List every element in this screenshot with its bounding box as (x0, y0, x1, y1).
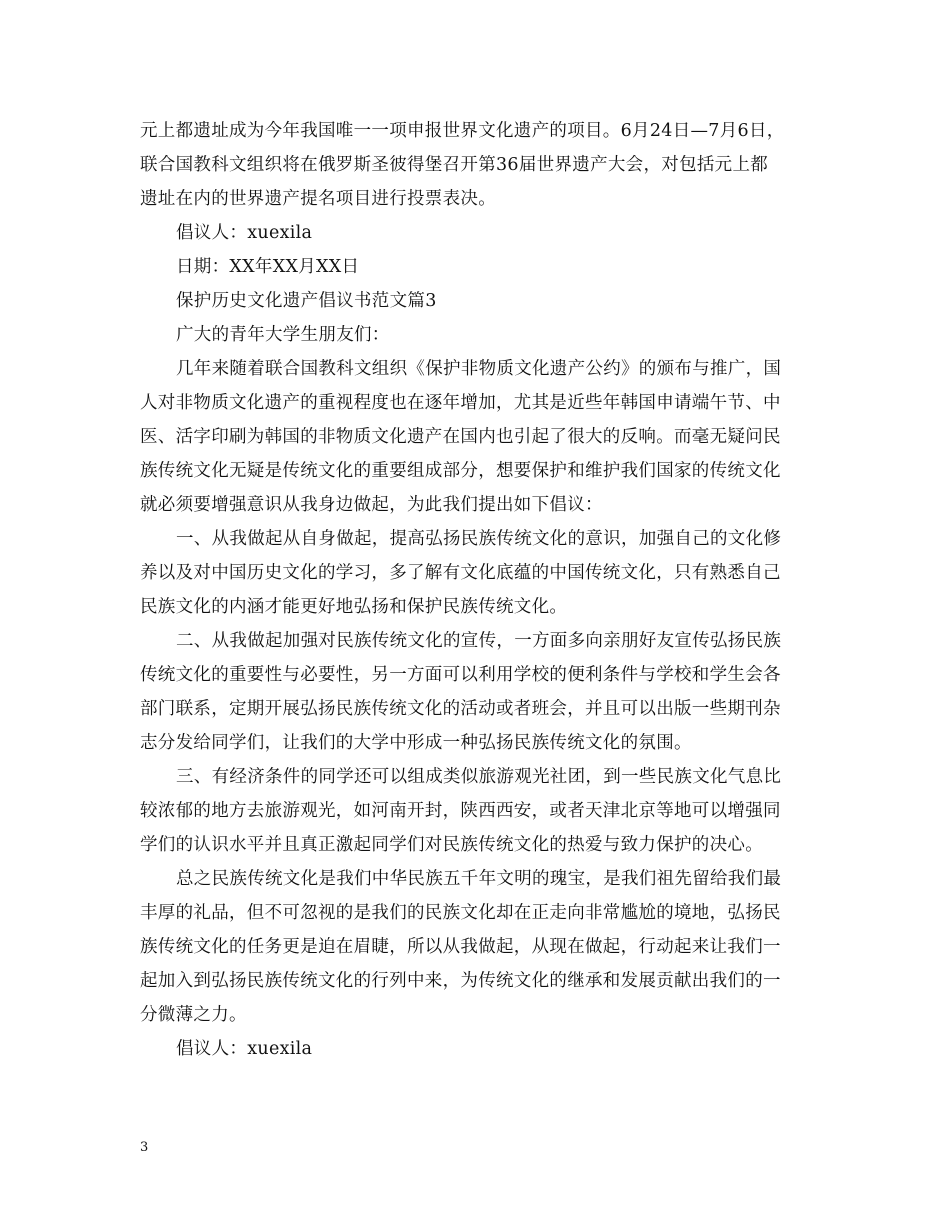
paragraph-start-line: 一、从我做起从自身做起，提高弘扬民族传统文化的意识，加强自己的文化修 (176, 529, 782, 549)
body-line: 传统文化的重要性与必要性，另一方面可以利用学校的便利条件与学校和学生会各 (140, 665, 781, 685)
body-line: 学们的认识水平并且真正激起同学们对民族传统文化的热爱与致力保护的决心。 (140, 835, 763, 855)
body-line: 志分发给同学们，让我们的大学中形成一种弘扬民族传统文化的氛围。 (140, 733, 692, 753)
body-line: 民族文化的内涵才能更好地弘扬和保护民族传统文化。 (140, 597, 568, 617)
paragraph-start-line: 总之民族传统文化是我们中华民族五千年文明的瑰宝，是我们祖先留给我们最 (176, 869, 782, 889)
body-line: 就必须要增强意识从我身边做起，为此我们提出如下倡议： (140, 495, 603, 515)
body-line: 部门联系，定期开展弘扬民族传统文化的活动或者班会，并且可以出版一些期刊杂 (140, 699, 781, 719)
body-line: 起加入到弘扬民族传统文化的行列中来，为传统文化的继承和发展贡献出我们的一 (140, 971, 781, 991)
body-line: 族传统文化无疑是传统文化的重要组成部分，想要保护和维护我们国家的传统文化 (140, 461, 781, 481)
section-title: 保护历史文化遗产倡议书范文篇3 (176, 291, 437, 311)
body-line: 较浓郁的地方去旅游观光，如河南开封，陕西西安，或者天津北京等地可以增强同 (140, 801, 781, 821)
paragraph-start-line: 二、从我做起加强对民族传统文化的宣传，一方面多向亲朋好友宣传弘扬民族 (176, 631, 782, 651)
paragraph-start-line: 几年来随着联合国教科文组织《保护非物质文化遗产公约》的颁布与推广，国 (176, 359, 782, 379)
body-line: 联合国教科文组织将在俄罗斯圣彼得堡召开第36届世界遗产大会，对包括元上都 (140, 155, 769, 175)
page-number: 3 (140, 1140, 149, 1155)
body-line: 元上都遗址成为今年我国唯一一项申报世界文化遗产的项目。6月24日—7月6日， (140, 121, 785, 141)
body-line: 族传统文化的任务更是迫在眉睫，所以从我做起，从现在做起，行动起来让我们一 (140, 937, 781, 957)
body-line: 人对非物质文化遗产的重视程度也在逐年增加，尤其是近些年韩国申请端午节、中 (140, 393, 781, 413)
body-line: 医、活字印刷为韩国的非物质文化遗产在国内也引起了很大的反响。而毫无疑问民 (140, 427, 781, 447)
document-body (140, 114, 812, 1066)
proposer-line: 倡议人：xuexila (176, 223, 313, 243)
body-line: 丰厚的礼品，但不可忽视的是我们的民族文化却在正走向非常尴尬的境地，弘扬民 (140, 903, 781, 923)
date-line: 日期：XX年XX月XX日 (176, 257, 360, 277)
body-line: 分微薄之力。 (140, 1005, 247, 1025)
paragraph-start-line: 三、有经济条件的同学还可以组成类似旅游观光社团，到一些民族文化气息比 (176, 767, 782, 787)
salutation-line: 广大的青年大学生朋友们： (176, 325, 390, 345)
body-line: 遗址在内的世界遗产提名项目进行投票表决。 (140, 189, 496, 209)
body-line: 养以及对中国历史文化的学习，多了解有文化底蕴的中国传统文化，只有熟悉自己 (140, 563, 781, 583)
proposer-line: 倡议人：xuexila (176, 1039, 313, 1059)
